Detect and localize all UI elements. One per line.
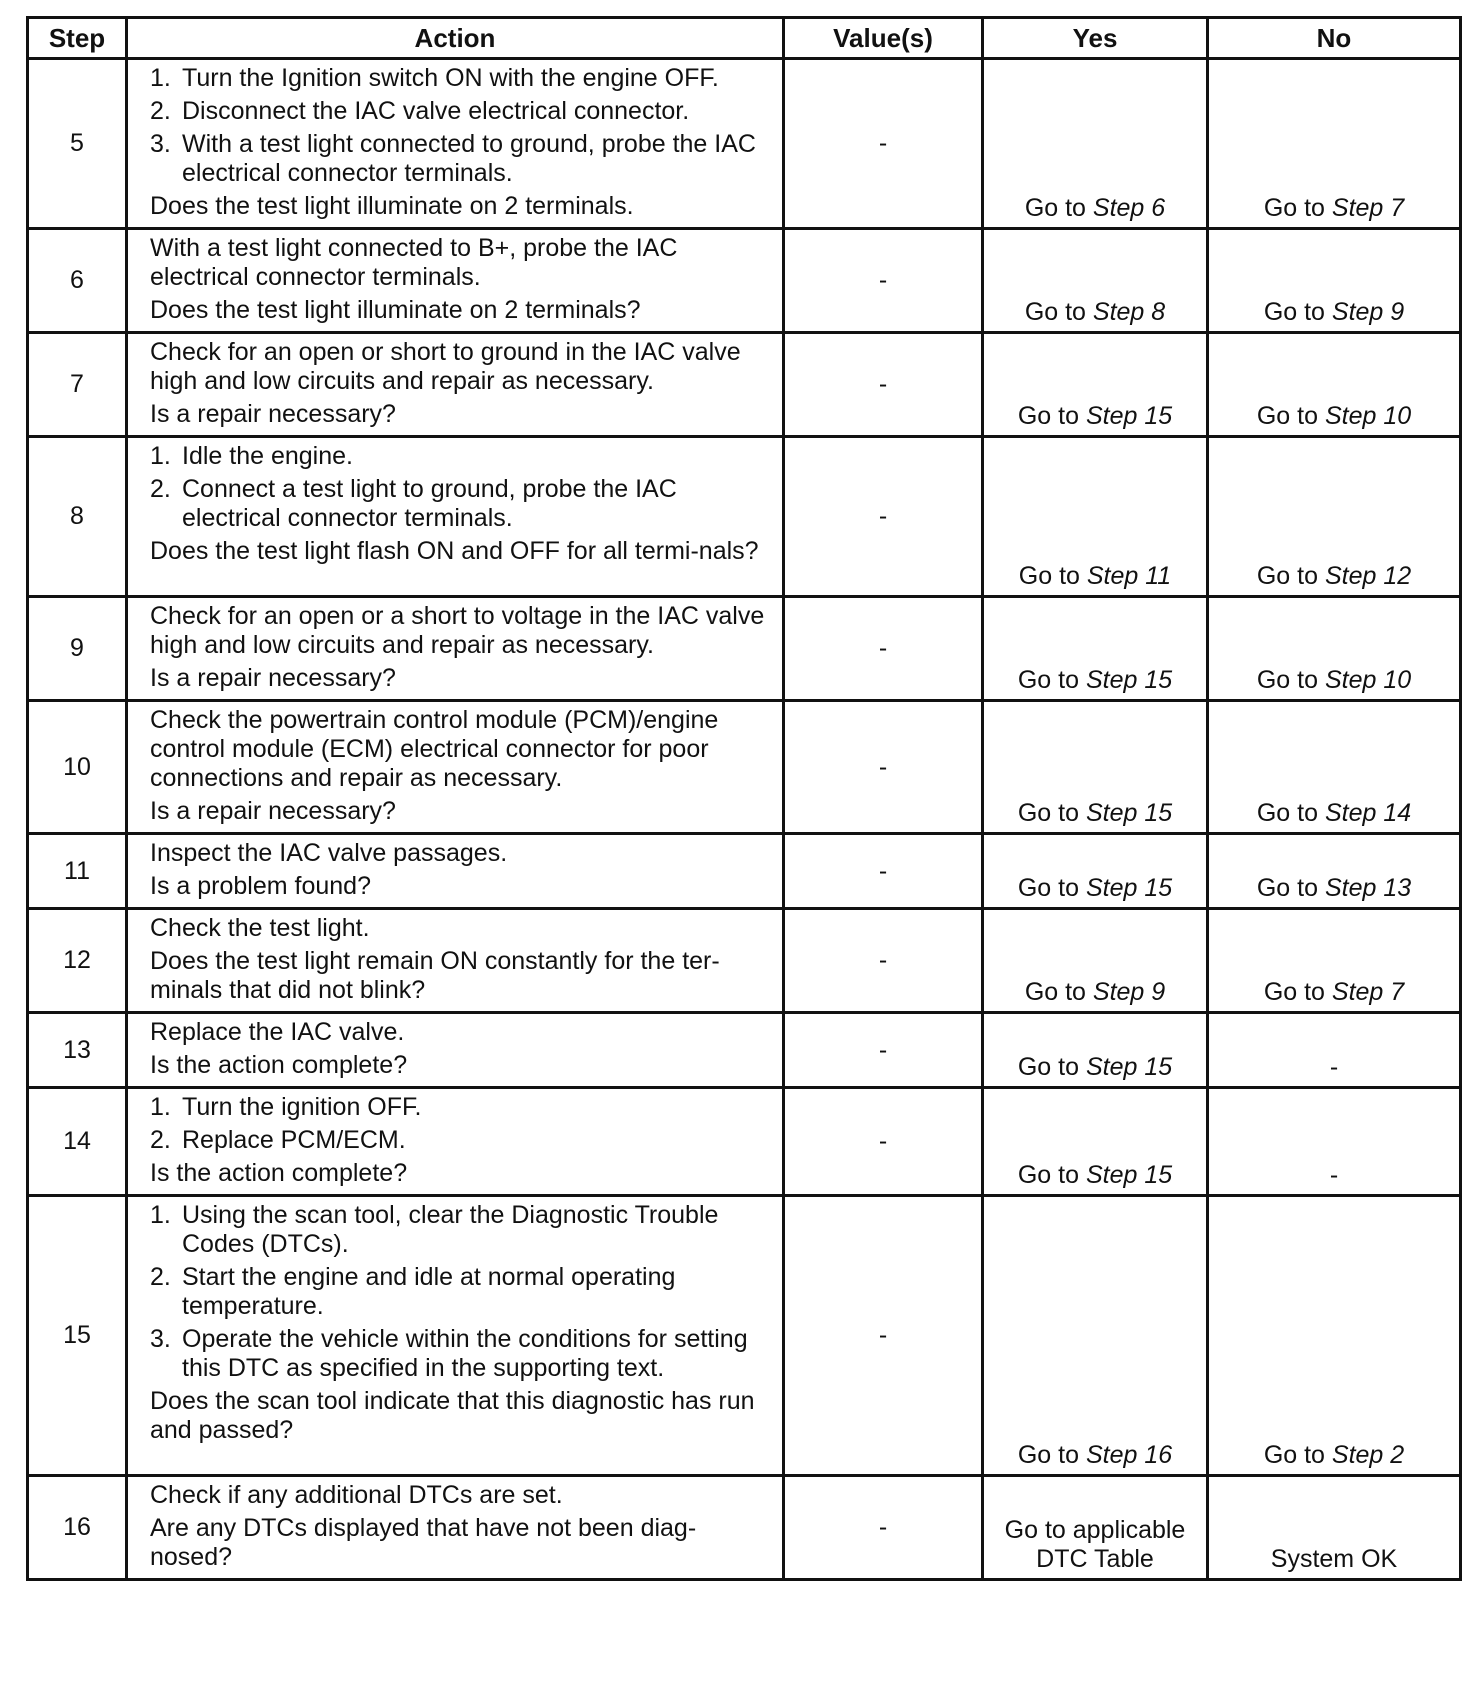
action-item-text: Idle the engine. [182, 442, 353, 470]
action-text: Is the action complete? [150, 1159, 408, 1187]
yes-outcome-text: Go to [1017, 1053, 1086, 1081]
no-cell [1208, 1196, 1461, 1476]
no-outcome-text: Go to [1256, 874, 1325, 902]
value-cell: - [784, 909, 983, 1013]
no-cell [1208, 1088, 1461, 1196]
action-item-text: Replace PCM/ECM. [182, 1126, 406, 1154]
no-outcome-text: Go to [1256, 799, 1325, 827]
table-row [28, 701, 1461, 834]
action-cell [127, 701, 784, 834]
diagnostic-table [26, 16, 1462, 1581]
no-outcome-text: Go to [1263, 298, 1332, 326]
yes-step-reference: Step 16 [1085, 1441, 1173, 1469]
value-cell: - [784, 437, 983, 597]
yes-cell [983, 834, 1208, 909]
action-step-item [150, 130, 772, 188]
yes-step-reference: Step 15 [1085, 799, 1173, 827]
action-item-text: Disconnect the IAC valve electrical connector. [182, 97, 690, 125]
action-item-number: 1. [150, 1201, 171, 1229]
no-cell [1208, 1476, 1461, 1580]
value-cell: - [784, 1476, 983, 1580]
value-cell: - [784, 333, 983, 437]
diagnostic-table-container [26, 16, 1462, 1581]
action-step-item [150, 1263, 772, 1321]
no-step-reference: Step 13 [1324, 874, 1412, 902]
yes-outcome-text: Go to [1024, 194, 1093, 222]
table-row [28, 597, 1461, 701]
yes-step-reference: Step 15 [1085, 666, 1173, 694]
table-row [28, 229, 1461, 333]
action-step-item [150, 1325, 772, 1383]
table-row [28, 437, 1461, 597]
no-outcome-text: Go to [1263, 1441, 1332, 1469]
action-cell [127, 597, 784, 701]
value-cell: - [784, 1196, 983, 1476]
yes-cell [983, 333, 1208, 437]
action-text: Does the test light flash ON and OFF for all termi-nals? [150, 537, 759, 565]
yes-step-reference: Step 15 [1085, 1053, 1173, 1081]
action-text: Check the powertrain control module (PCM)/engine control module (ECM) electrical connector for poor connections and repair as necessary. [150, 706, 719, 792]
yes-outcome-text: Go to [1017, 799, 1086, 827]
yes-step-reference: Step 9 [1092, 978, 1166, 1006]
action-step-item [150, 1126, 772, 1155]
no-cell [1208, 437, 1461, 597]
action-item-number: 2. [150, 1263, 171, 1291]
action-text: Check for an open or a short to voltage in the IAC valve high and low circuits and repair as necessary. [150, 602, 765, 659]
no-step-reference: Step 10 [1324, 666, 1412, 694]
action-step-item [150, 64, 772, 93]
action-item-number: 3. [150, 1325, 171, 1353]
yes-step-reference: Step 15 [1085, 402, 1173, 430]
yes-cell [983, 59, 1208, 229]
header-step: Step [28, 18, 127, 59]
action-text: Check if any additional DTCs are set. [150, 1481, 563, 1509]
yes-cell [983, 229, 1208, 333]
action-item-number: 1. [150, 442, 171, 470]
action-cell [127, 333, 784, 437]
no-outcome-text: Go to [1263, 194, 1332, 222]
no-step-reference: Step 9 [1331, 298, 1405, 326]
yes-outcome-text: Go to [1017, 1161, 1086, 1189]
action-item-text: Start the engine and idle at normal operating temperature. [182, 1263, 676, 1320]
value-cell: - [784, 59, 983, 229]
value-cell: - [784, 701, 983, 834]
yes-cell [983, 437, 1208, 597]
step-number: 12 [28, 909, 127, 1013]
action-item-text: Connect a test light to ground, probe the IAC electrical connector terminals. [182, 475, 677, 532]
no-outcome-text: Go to [1256, 666, 1325, 694]
table-body [28, 59, 1461, 1580]
no-cell [1208, 909, 1461, 1013]
action-text: Does the scan tool indicate that this diagnostic has run and passed? [150, 1387, 755, 1444]
no-cell [1208, 597, 1461, 701]
yes-cell [983, 1088, 1208, 1196]
yes-outcome-text: Go to [1024, 298, 1093, 326]
action-step-item [150, 1201, 772, 1259]
yes-cell [983, 597, 1208, 701]
yes-step-reference: Step 8 [1092, 298, 1166, 326]
yes-outcome-text: Go to [1018, 562, 1087, 590]
step-number: 13 [28, 1013, 127, 1088]
action-cell [127, 909, 784, 1013]
yes-step-reference: Step 15 [1085, 1161, 1173, 1189]
yes-outcome-text: Go to [1017, 874, 1086, 902]
action-cell [127, 1476, 784, 1580]
value-cell: - [784, 597, 983, 701]
action-cell [127, 1013, 784, 1088]
action-text: Replace the IAC valve. [150, 1018, 405, 1046]
no-cell [1208, 333, 1461, 437]
no-step-reference: Step 14 [1324, 799, 1412, 827]
value-cell: - [784, 834, 983, 909]
yes-cell [983, 1476, 1208, 1580]
no-step-reference: Step 12 [1324, 562, 1412, 590]
table-row [28, 1476, 1461, 1580]
table-row [28, 1088, 1461, 1196]
yes-cell [983, 1013, 1208, 1088]
action-cell [127, 1196, 784, 1476]
action-text: Is a problem found? [150, 872, 371, 900]
yes-cell [983, 701, 1208, 834]
action-text: Inspect the IAC valve passages. [150, 839, 508, 867]
action-item-number: 2. [150, 475, 171, 503]
table-row [28, 59, 1461, 229]
table-row [28, 834, 1461, 909]
action-text: Does the test light illuminate on 2 terminals. [150, 192, 634, 220]
header-values: Value(s) [784, 18, 983, 59]
table-row [28, 909, 1461, 1013]
header-action: Action [127, 18, 784, 59]
header-row [28, 18, 1461, 59]
yes-outcome-text: Go to applicable DTC Table [1004, 1516, 1186, 1573]
step-number: 16 [28, 1476, 127, 1580]
action-text: Check the test light. [150, 914, 370, 942]
action-cell [127, 59, 784, 229]
no-step-reference: Step 10 [1324, 402, 1412, 430]
step-number: 10 [28, 701, 127, 834]
no-cell [1208, 834, 1461, 909]
value-cell: - [784, 1088, 983, 1196]
yes-outcome-text: Go to [1024, 978, 1093, 1006]
yes-cell [983, 909, 1208, 1013]
action-step-item [150, 475, 772, 533]
yes-cell [983, 1196, 1208, 1476]
action-text: Is a repair necessary? [150, 664, 396, 692]
action-text: Is a repair necessary? [150, 797, 396, 825]
action-item-number: 2. [150, 1126, 171, 1154]
action-cell [127, 834, 784, 909]
yes-outcome-text: Go to [1017, 1441, 1086, 1469]
table-row [28, 333, 1461, 437]
no-outcome-text: - [1329, 1053, 1339, 1081]
table-row [28, 1013, 1461, 1088]
action-item-text: Turn the Ignition switch ON with the engine OFF. [182, 64, 719, 92]
no-outcome-text: Go to [1263, 978, 1332, 1006]
no-step-reference: Step 7 [1331, 978, 1405, 1006]
table-row [28, 1196, 1461, 1476]
step-number: 15 [28, 1196, 127, 1476]
no-cell [1208, 229, 1461, 333]
step-number: 11 [28, 834, 127, 909]
action-item-text: Turn the ignition OFF. [182, 1093, 422, 1121]
action-text: Does the test light remain ON constantly for the ter-minals that did not blink? [150, 947, 720, 1004]
action-text: With a test light connected to B+, probe the IAC electrical connector terminals. [150, 234, 678, 291]
yes-step-reference: Step 6 [1092, 194, 1166, 222]
step-number: 6 [28, 229, 127, 333]
action-item-number: 2. [150, 97, 171, 125]
no-outcome-text: Go to [1256, 562, 1325, 590]
header-yes: Yes [983, 18, 1208, 59]
step-number: 14 [28, 1088, 127, 1196]
action-cell [127, 437, 784, 597]
action-cell [127, 229, 784, 333]
action-step-item [150, 442, 772, 471]
action-item-text: With a test light connected to ground, probe the IAC electrical connector terminals. [182, 130, 756, 187]
no-step-reference: Step 7 [1331, 194, 1405, 222]
no-cell [1208, 59, 1461, 229]
no-outcome-text: Go to [1256, 402, 1325, 430]
step-number: 9 [28, 597, 127, 701]
action-item-text: Using the scan tool, clear the Diagnostic Trouble Codes (DTCs). [182, 1201, 719, 1258]
yes-outcome-text: Go to [1017, 402, 1086, 430]
no-step-reference: Step 2 [1331, 1441, 1405, 1469]
step-number: 8 [28, 437, 127, 597]
action-text: Does the test light illuminate on 2 terminals? [150, 296, 641, 324]
header-no: No [1208, 18, 1461, 59]
no-outcome-text: System OK [1270, 1545, 1398, 1573]
action-text: Is a repair necessary? [150, 400, 396, 428]
action-text: Are any DTCs displayed that have not been diag-nosed? [150, 1514, 697, 1571]
value-cell: - [784, 1013, 983, 1088]
step-number: 5 [28, 59, 127, 229]
action-step-item [150, 97, 772, 126]
action-item-number: 3. [150, 130, 171, 158]
action-text: Is the action complete? [150, 1051, 408, 1079]
action-step-item [150, 1093, 772, 1122]
no-cell [1208, 1013, 1461, 1088]
action-item-text: Operate the vehicle within the conditions for setting this DTC as specified in the supporting text. [182, 1325, 748, 1382]
step-number: 7 [28, 333, 127, 437]
no-outcome-text: - [1329, 1161, 1339, 1189]
action-cell [127, 1088, 784, 1196]
action-item-number: 1. [150, 64, 171, 92]
value-cell: - [784, 229, 983, 333]
no-cell [1208, 701, 1461, 834]
action-item-number: 1. [150, 1093, 171, 1121]
yes-step-reference: Step 15 [1085, 874, 1173, 902]
yes-step-reference: Step 11 [1086, 562, 1172, 590]
yes-outcome-text: Go to [1017, 666, 1086, 694]
action-text: Check for an open or short to ground in the IAC valve high and low circuits and repair as necessary. [150, 338, 741, 395]
